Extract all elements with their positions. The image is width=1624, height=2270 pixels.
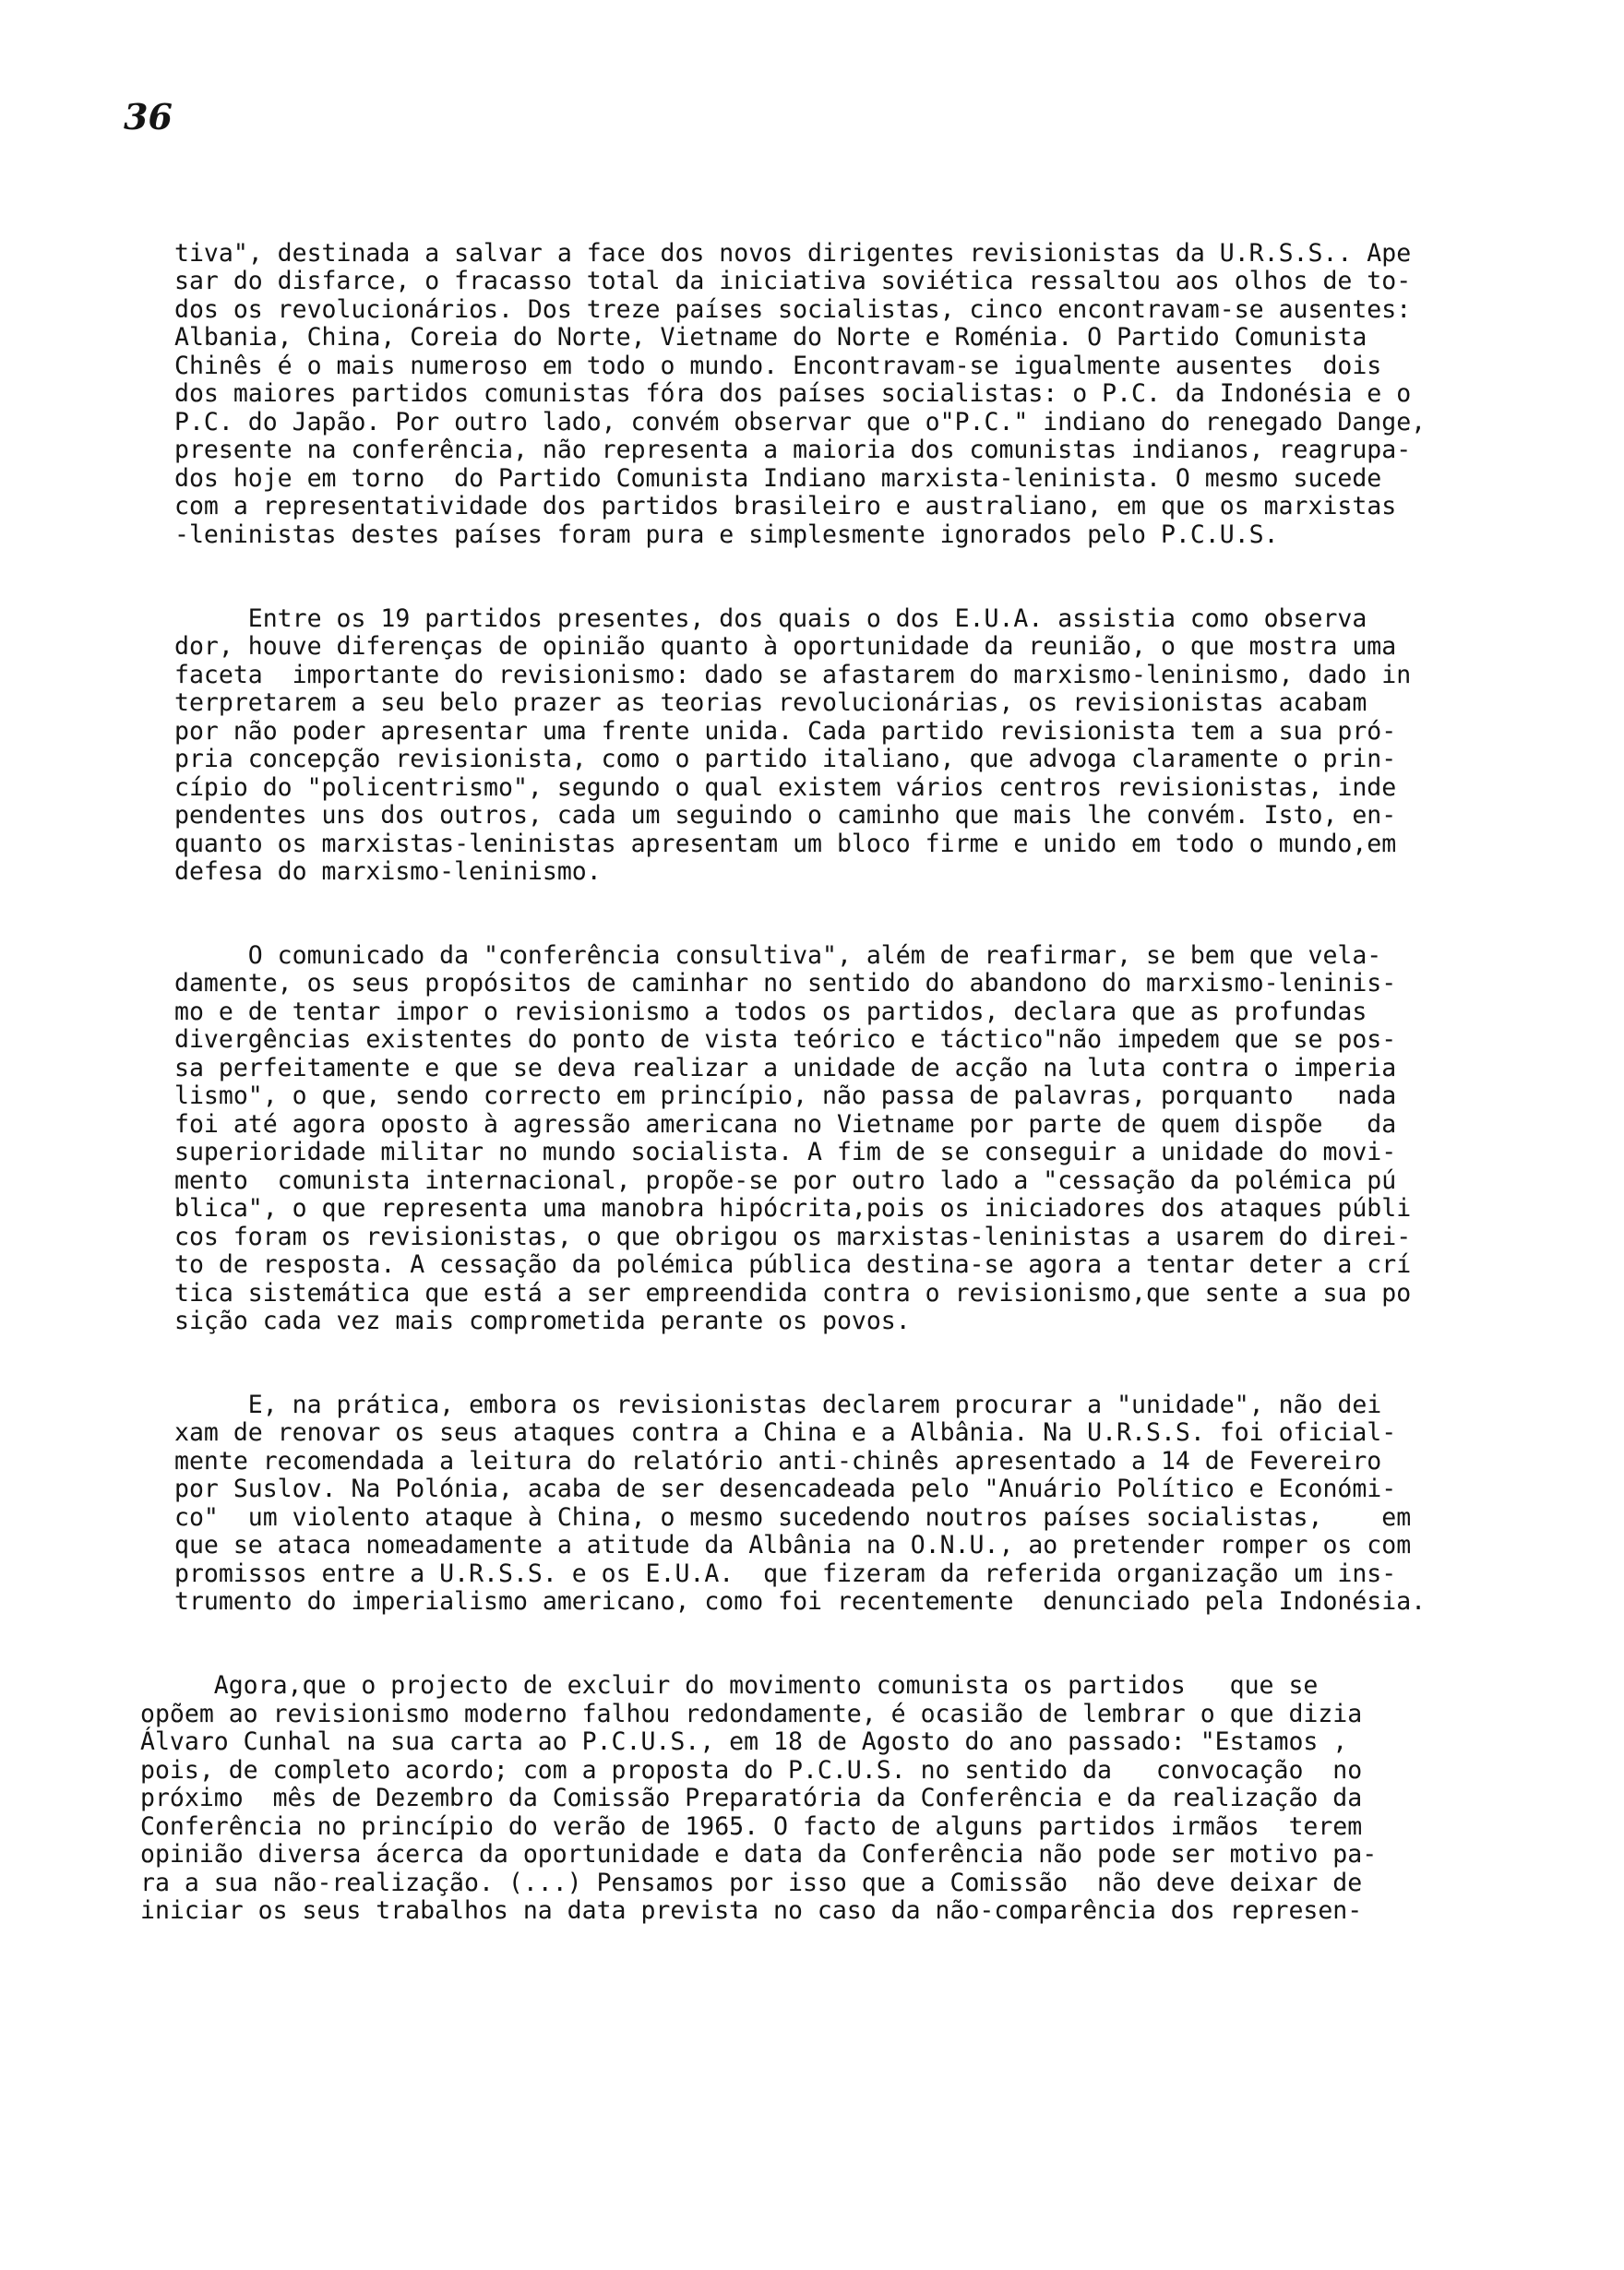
text-line: pria concepção revisionista, como o partido italiano, que advoga claramente o prin- [174, 745, 1397, 773]
text-line: promissos entre a U.R.S.S. e os E.U.A. que fizeram da referida organização um ins- [174, 1559, 1397, 1588]
text-line: por não poder apresentar uma frente unida. Cada partido revisionista tem a sua pró- [174, 717, 1397, 746]
text-line: iniciar os seus trabalhos na data prevista no caso da não-comparência dos represen- [140, 1896, 1363, 1925]
text-line: divergências existentes do ponto de vista teórico e táctico"não impedem que se pos- [174, 1025, 1397, 1054]
text-line: opõem ao revisionismo moderno falhou redondamente, é ocasião de lembrar o que dizia [140, 1700, 1363, 1728]
text-line: mento comunista internacional, propõe-se por outro lado a "cessação da polémica pú [174, 1166, 1397, 1195]
text-line: faceta importante do revisionismo: dado se afastarem do marxismo-leninismo, dado in [174, 661, 1412, 689]
text-line: Agora,que o projecto de excluir do movimento comunista os partidos que se [140, 1671, 1319, 1700]
text-line: Conferência no princípio do verão de 1965. O facto de alguns partidos irmãos terem [140, 1812, 1363, 1841]
text-line: que se ataca nomeadamente a atitude da Albânia na O.N.U., ao pretender romper os com [174, 1531, 1412, 1559]
text-line: E, na prática, embora os revisionistas declarem procurar a "unidade", não dei [174, 1391, 1382, 1419]
text-line: ra a sua não-realização. (...) Pensamos por isso que a Comissão não deve deixar de [140, 1869, 1363, 1897]
text-line: dos hoje em torno do Partido Comunista Indiano marxista-leninista. O mesmo sucede [174, 464, 1382, 493]
text-line: opinião diversa ácerca da oportunidade e data da Conferência não pode ser motivo pa- [140, 1840, 1378, 1869]
text-line: cípio do "policentrismo", segundo o qual existem vários centros revisionistas, inde [174, 773, 1397, 802]
text-line: cos foram os revisionistas, o que obrigou os marxistas-leninistas a usarem do direi- [174, 1223, 1412, 1251]
text-line: Albania, China, Coreia do Norte, Vietname do Norte e Roménia. O Partido Comunista [174, 323, 1367, 352]
text-line: P.C. do Japão. Por outro lado, convém observar que o"P.C." indiano do renegado Dange, [174, 408, 1427, 436]
text-line: Álvaro Cunhal na sua carta ao P.C.U.S., em 18 de Agosto do ano passado: "Estamos , [140, 1727, 1348, 1756]
text-line: Entre os 19 partidos presentes, dos quais o dos E.U.A. assistia como observa [174, 604, 1367, 633]
text-line: quanto os marxistas-leninistas apresentam um bloco firme e unido em todo o mundo,em [174, 830, 1397, 858]
text-line: dor, houve diferenças de opinião quanto à oportunidade da reunião, o que mostra uma [174, 632, 1397, 661]
text-line: defesa do marxismo-leninismo. [174, 857, 602, 886]
text-line: xam de renovar os seus ataques contra a China e a Albânia. Na U.R.S.S. foi oficial- [174, 1418, 1397, 1447]
text-line: com a representatividade dos partidos brasileiro e australiano, em que os marxistas [174, 492, 1397, 520]
text-line: terpretarem a seu belo prazer as teorias revolucionárias, os revisionistas acabam [174, 688, 1367, 717]
text-line: mo e de tentar impor o revisionismo a todos os partidos, declara que as profundas [174, 998, 1367, 1026]
text-line: dos os revolucionários. Dos treze países socialistas, cinco encontravam-se ausentes: [174, 295, 1412, 324]
text-line: -leninistas destes países foram pura e simplesmente ignorados pelo P.C.U.S. [174, 520, 1279, 549]
text-line: O comunicado da "conferência consultiva", além de reafirmar, se bem que vela- [174, 941, 1382, 970]
text-line: Chinês é o mais numeroso em todo o mundo. Encontravam-se igualmente ausentes dois [174, 352, 1382, 380]
text-line: lismo", o que, sendo correcto em princípio, não passa de palavras, porquanto nada [174, 1081, 1397, 1110]
text-line: pendentes uns dos outros, cada um seguindo o caminho que mais lhe convém. Isto, en- [174, 801, 1397, 830]
text-line: sição cada vez mais comprometida perante os povos. [174, 1307, 911, 1335]
text-line: foi até agora oposto à agressão americana no Vietname por parte de quem dispõe da [174, 1110, 1397, 1139]
text-line: superioridade militar no mundo socialista. A fim de se conseguir a unidade do movi- [174, 1138, 1397, 1166]
text-line: pois, de completo acordo; com a proposta do P.C.U.S. no sentido da convocação no [140, 1756, 1363, 1785]
text-line: por Suslov. Na Polónia, acaba de ser desencadeada pelo "Anuário Político e Económi- [174, 1475, 1397, 1503]
text-line: dos maiores partidos comunistas fóra dos países socialistas: o P.C. da Indonésia e o [174, 379, 1412, 408]
text-line: tica sistemática que está a ser empreendida contra o revisionismo,que sente a sua po [174, 1279, 1412, 1308]
text-line: sa perfeitamente e que se deva realizar a unidade de acção na luta contra o imperia [174, 1054, 1397, 1082]
text-line: co" um violento ataque à China, o mesmo sucedendo noutros países socialistas, em [174, 1503, 1412, 1532]
text-line: to de resposta. A cessação da polémica pública destina-se agora a tentar deter a crí [174, 1250, 1412, 1279]
text-line: mente recomendada a leitura do relatório anti-chinês apresentado a 14 de Fevereiro [174, 1447, 1382, 1476]
text-line: sar do disfarce, o fracasso total da iniciativa soviética ressaltou aos olhos de to- [174, 267, 1412, 295]
text-line: damente, os seus propósitos de caminhar no sentido do abandono do marxismo-leninis- [174, 969, 1397, 998]
text-line: próximo mês de Dezembro da Comissão Preparatória da Conferência e da realização da [140, 1784, 1363, 1812]
page-number: 36 [124, 96, 173, 137]
text-line: presente na conferência, não representa a maioria dos comunistas indianos, reagrupa- [174, 436, 1412, 464]
text-line: tiva", destinada a salvar a face dos novos dirigentes revisionistas da U.R.S.S.. Ape [174, 239, 1412, 268]
text-line: blica", o que representa uma manobra hipócrita,pois os iniciadores dos ataques públi [174, 1194, 1412, 1223]
text-line: trumento do imperialismo americano, como foi recentemente denunciado pela Indonésia. [174, 1587, 1427, 1616]
